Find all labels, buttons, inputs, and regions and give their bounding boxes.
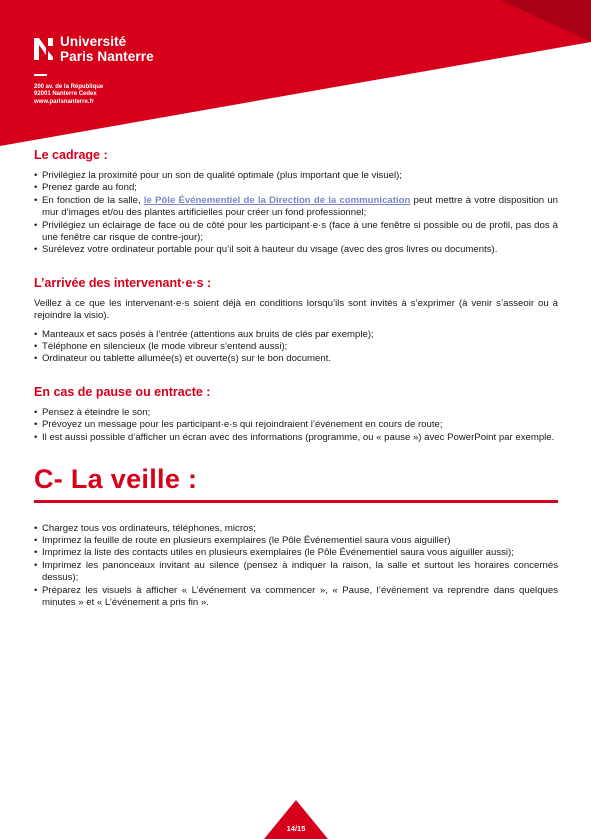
list-item: • Privilégiez un éclairage de face ou de côté pour les participant·e·s (face à une fenêtre si possible ou de profil, pas dos à une fenêtre car risque de contre-jour); (34, 220, 558, 245)
list-item: • Privilégiez la proximité pour un son de qualité optimale (plus important que le visuel); (34, 170, 558, 182)
address-website: www.parisnanterre.fr (34, 98, 94, 105)
address-city: 92001 Nanterre Cedex (34, 91, 97, 98)
section-title-cadrage: Le cadrage : (34, 148, 108, 162)
section-title-veille: C- La veille : (34, 464, 198, 495)
list-item: • Surélevez votre ordinateur portable pour qu’il soit à hauteur du visage (avec des gros livres ou documents). (34, 244, 558, 256)
list-item: • Téléphone en silencieux (le mode vibreur s’entend aussi); (34, 341, 558, 353)
brand-name (60, 34, 154, 64)
list-item (34, 195, 558, 220)
page-content (34, 148, 558, 609)
nanterre-logo-icon (34, 38, 54, 60)
veille-divider (34, 500, 558, 503)
address-block (34, 84, 103, 106)
pole-evenementiel-link[interactable]: le Pôle Événementiel de la Direction de la communication (143, 194, 411, 206)
list-item: • Imprimez la feuille de route en plusieurs exemplaires (le Pôle Événementiel saura vous aiguiller) (34, 535, 558, 547)
page-number: 14/15 (286, 824, 306, 833)
list-item: • Prenez garde au fond; (34, 182, 558, 194)
list-item: • Imprimez la liste des contacts utiles en plusieurs exemplaires (le Pôle Événementiel saura vous aiguiller aussi); (34, 547, 558, 559)
arrivee-intro: Veillez à ce que les intervenant·e·s soient déjà en conditions lorsqu’ils sont invités à s’exprimer (à venir s’asseoir ou à rejoindre la visio). (34, 297, 558, 322)
brand-line-1: Université (60, 34, 127, 49)
header-red-shape (0, 0, 591, 146)
header-background (0, 0, 591, 150)
section-title-arrivee: L’arrivée des intervenant·e·s : (34, 275, 212, 290)
address-street: 200 av. de la République (34, 84, 104, 90)
section-title-pause: En cas de pause ou entracte : (34, 384, 211, 399)
list-item: • Chargez tous vos ordinateurs, téléphones, micros; (34, 523, 558, 535)
brand-line-2: Paris Nanterre (60, 49, 154, 64)
list-item: • Pensez à éteindre le son; (34, 407, 558, 419)
list-item-text: En fonction de la salle, (42, 194, 144, 206)
list-item: • Ordinateur ou tablette allumée(s) et ouverte(s) sur le bon document. (34, 353, 558, 365)
list-item: • Il est aussi possible d’afficher un écran avec des informations (programme, ou « pause ») avec PowerPoint par exemple. (34, 432, 558, 444)
list-item: • Prévoyez un message pour les participant·e·s qui rejoindraient l’événement en cours de route; (34, 419, 558, 431)
list-item-text: peut mettre à votre disposition un mur d’images et/ou des plantes artificielles pour créer un fond professionnel; (42, 194, 558, 219)
university-logo (34, 34, 154, 64)
logo-divider (34, 74, 47, 76)
footer-triangle (264, 800, 328, 839)
pause-list (34, 407, 558, 444)
arrivee-list (34, 329, 558, 366)
cadrage-list (34, 170, 558, 257)
list-item: • Préparez les visuels à afficher « L’événement va commencer », « Pause, l’événement va reprendre dans quelques minutes » et « L’événement a pris fin ». (34, 585, 558, 610)
list-item: • Manteaux et sacs posés à l’entrée (attentions aux bruits de clés par exemple); (34, 329, 558, 341)
list-item: • Imprimez les panonceaux invitant au silence (pensez à indiquer la raison, la salle et surtout les horaires concernés dessus); (34, 560, 558, 585)
veille-list (34, 523, 558, 610)
